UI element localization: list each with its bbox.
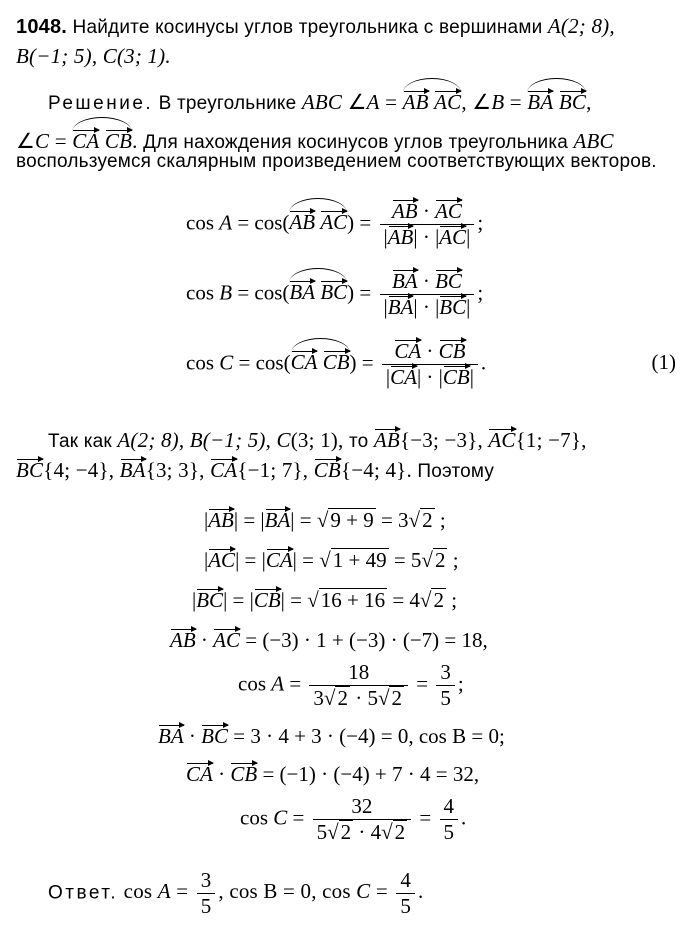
calc-cos-c: cos C = $\frac{32}{5√2 \cdot 4√2}$ = $\frac{4}{5}$ . <box>240 794 467 844</box>
formula-cos-a: cos A = cos(AB AC) = $\frac{AB \cdot AC}{|AB| \cdot |AC|}$ ; <box>186 199 484 249</box>
vertex-c: C(3; 1). <box>102 44 171 68</box>
problem-text: Найдите косинусы углов треугольника с вершинами <box>72 17 543 38</box>
calc-dot-c: CA · CB = (−1) · (−4) + 7 · 4 = 32, <box>186 762 480 786</box>
formula-cos-c: cos C = cos(CA CB) = $\frac{CA \cdot CB}{|CA| \cdot |CB|}$ . <box>186 339 487 389</box>
solution-angle-c: ∠C = CA CB. Для нахождения косинусов углов треугольника ABC <box>16 125 614 154</box>
problem-number: 1048. <box>16 16 68 38</box>
solution-intro: Решение. В треугольнике ABC ∠A = AB AC, ∠B = BA BC, <box>48 86 592 115</box>
vertex-a: A(2; 8), <box>547 14 615 38</box>
triangle-name: ABC <box>301 90 343 114</box>
calc-cos-a: cos A = $\frac{18}{3√2 \cdot 5√2}$ = $\frac{3}{5}$ ; <box>238 660 464 710</box>
problem-vertices <box>16 44 171 69</box>
calc-len-bc: |BC| = |CB| = √16 + 16 = 4√2 ; <box>192 588 458 612</box>
solution-label: Решение. <box>48 93 154 114</box>
calc-len-ab: |AB| = |BA| = √9 + 9 = 3√2 ; <box>204 508 446 532</box>
calc-len-ac: |AC| = |CA| = √1 + 49 = 5√2 ; <box>204 548 459 572</box>
solution-text-2: Для нахождения косинусов углов треугольника <box>143 132 569 153</box>
problem-statement <box>16 14 615 39</box>
equation-number: (1) <box>651 350 676 374</box>
solution-text-3: воспользуемся скалярным произведением соответствующих векторов. <box>16 151 657 172</box>
answer-label: Ответ. <box>48 882 119 904</box>
solution-text-1: В треугольнике <box>158 93 297 114</box>
formula-cos-b: cos B = cos(BA BC) = $\frac{BA \cdot BC}{|BA| \cdot |BC|}$ ; <box>186 269 484 319</box>
answer: Ответ. cos A = $\frac{3}{5}$ , cos B = 0, cos C = $\frac{4}{5}$ . <box>48 868 424 918</box>
vertex-b: B(−1; 5), <box>16 44 98 68</box>
coords-line-2: BC{4; −4}, BA{3; 3}, CA{−1; 7}, CB{−4; 4}. Поэтому <box>16 458 495 482</box>
calc-dot-b: BA · BC = 3 · 4 + 3 · (−4) = 0, cos B = 0; <box>158 724 505 748</box>
coords-line-1: Так как A(2; 8), B(−1; 5), C(3; 1), то AB{−3; −3}, AC{1; −7}, <box>48 428 587 452</box>
calc-dot-a: AB · AC = (−3) · 1 + (−3) · (−7) = 18, <box>170 628 488 652</box>
